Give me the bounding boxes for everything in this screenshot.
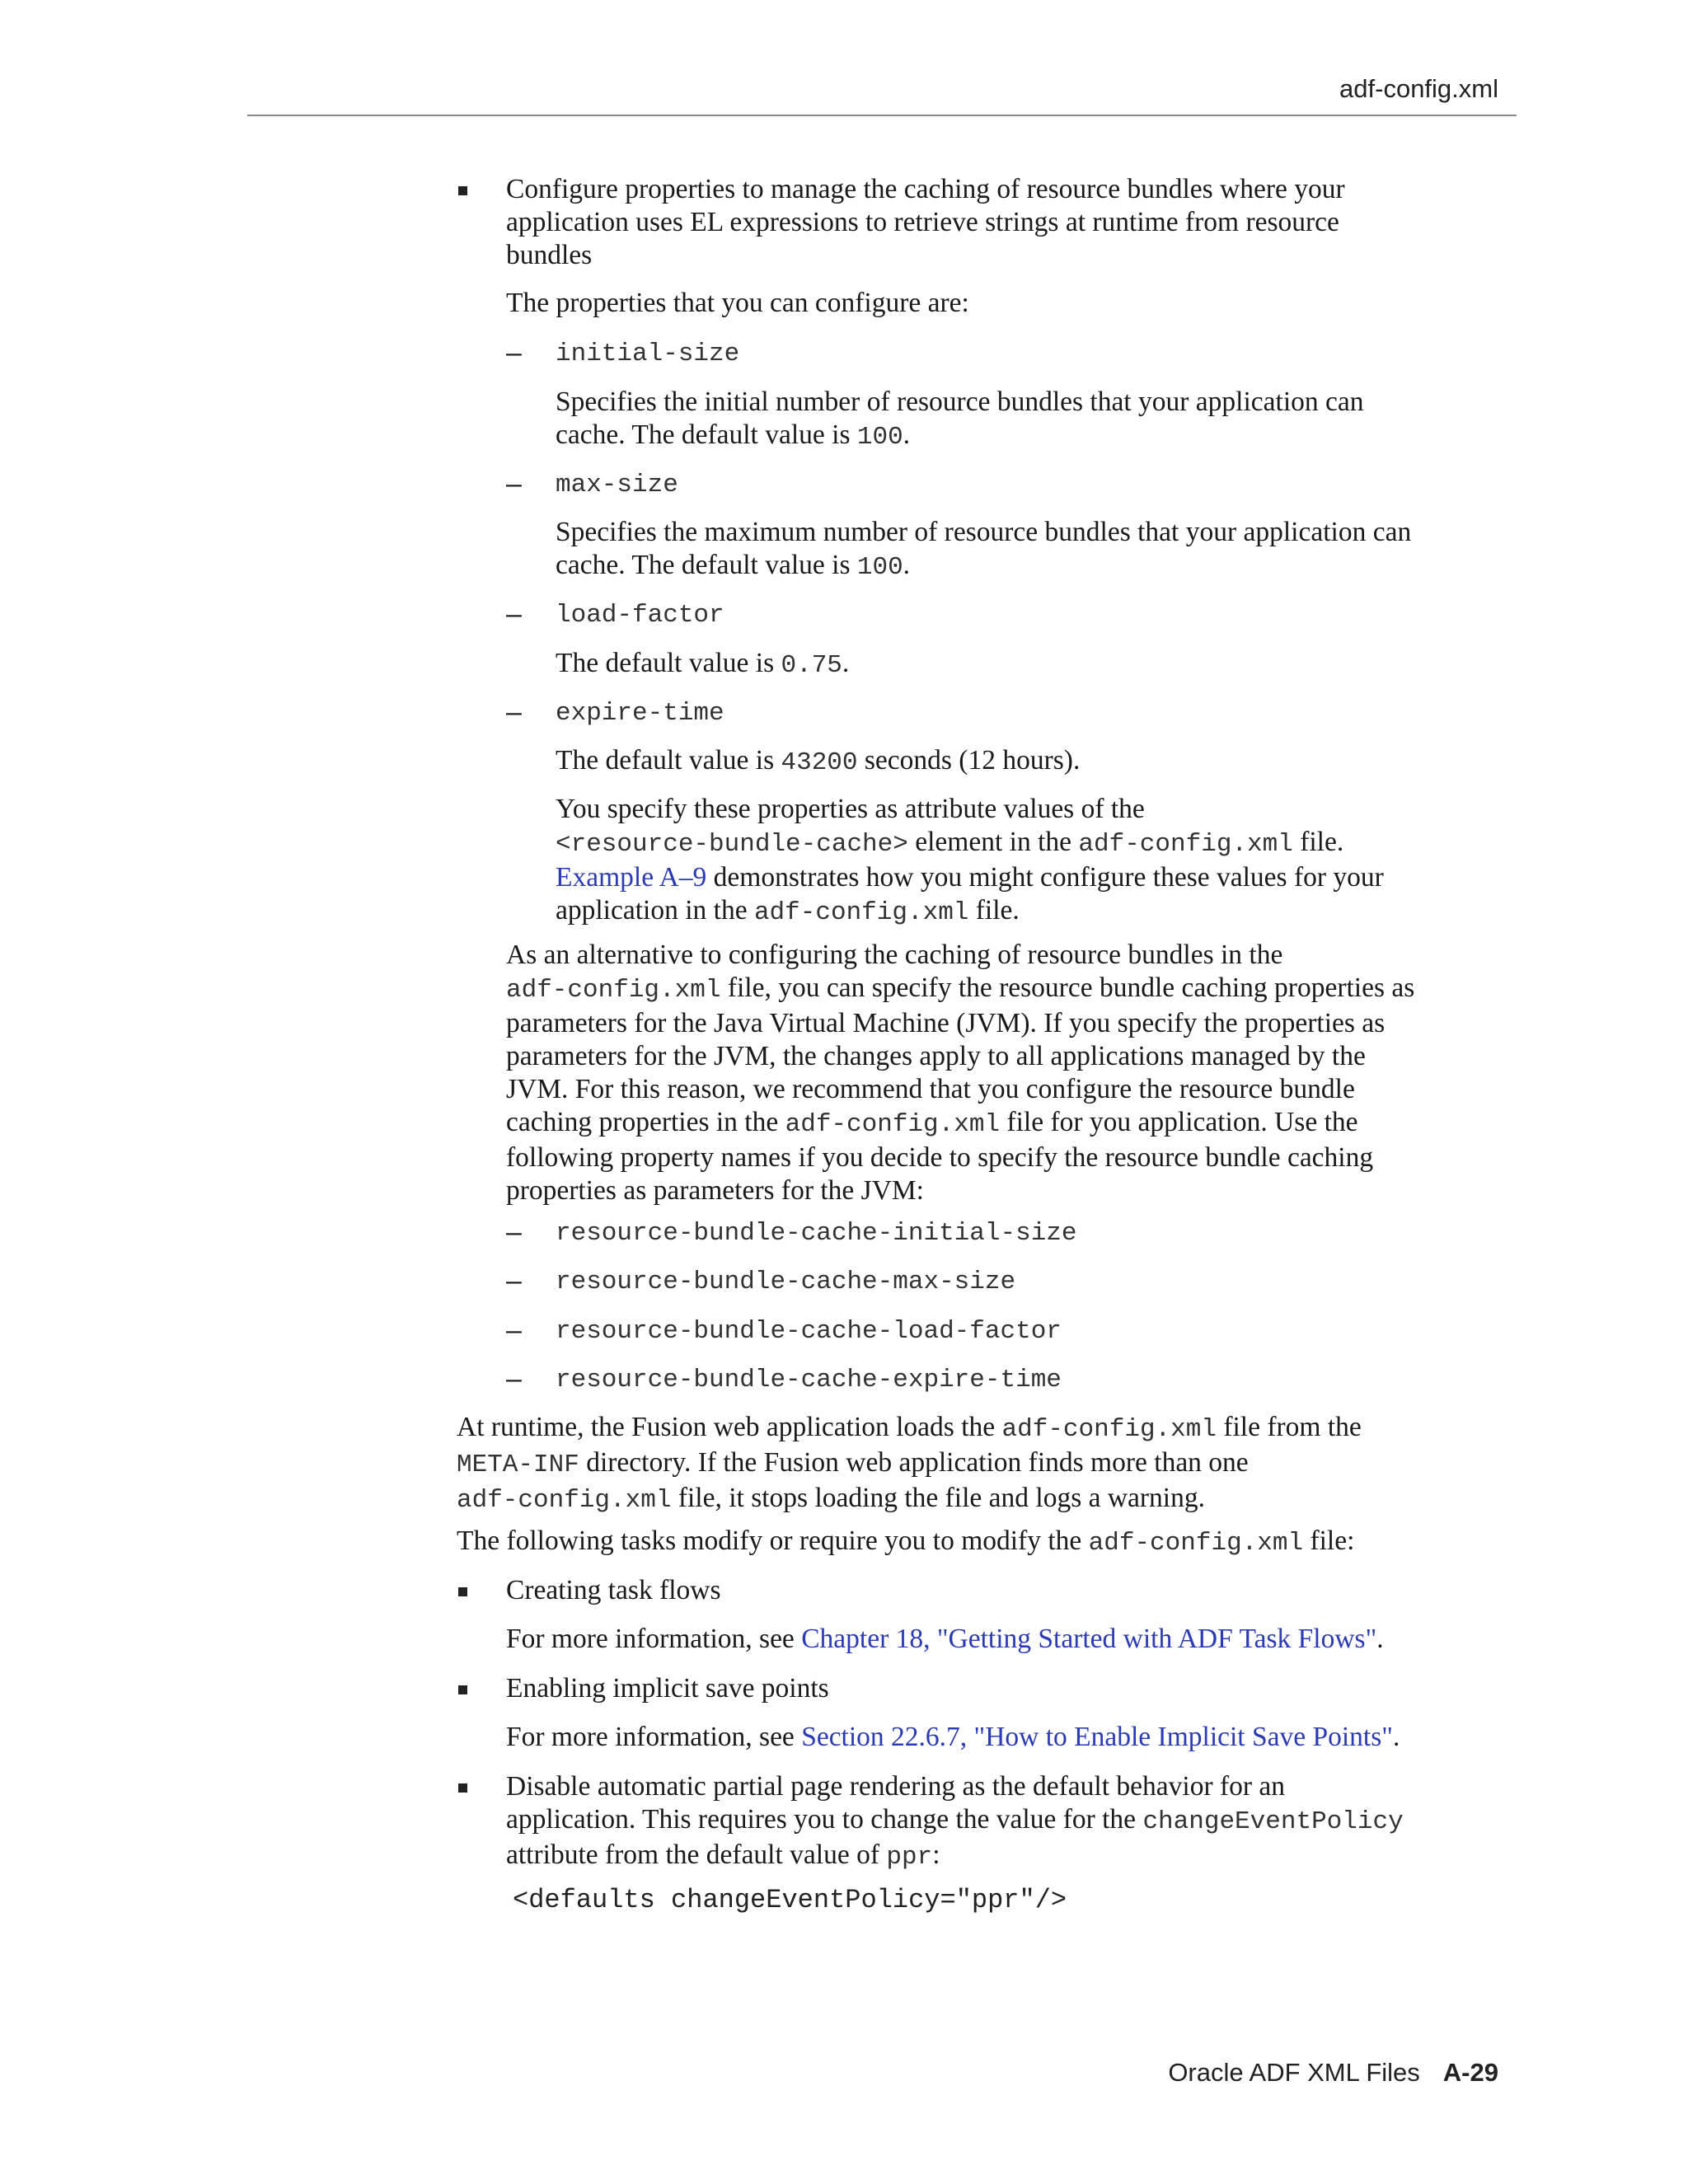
page-footer (1168, 2058, 1498, 2088)
prop-load-factor-desc: The default value is 0.75. (556, 648, 850, 680)
prop-initial-size-desc: Specifies the initial number of resource bundles that your application can cache. The default value is 100. (556, 387, 1364, 452)
task-flows-info: For more information, see Chapter 18, "Getting Started with ADF Task Flows". (506, 1624, 1384, 1654)
dash-marker: – (506, 337, 522, 368)
prop-expire-time: expire-time (556, 699, 724, 728)
dash-marker: – (506, 1315, 522, 1346)
jvm-prop-max-size: resource-bundle-cache-max-size (556, 1268, 1016, 1296)
bullet-creating-task-flows: Creating task flows (506, 1575, 721, 1605)
prop-max-size-desc: Specifies the maximum number of resource bundles that your application can cache. The default value is 100. (556, 517, 1412, 582)
bullet-marker (458, 1685, 467, 1694)
section-22-6-7-link[interactable]: Section 22.6.7, "How to Enable Implicit Save Points" (801, 1722, 1393, 1752)
bullet-configure-caching: Configure properties to manage the caching of resource bundles where your application uses EL expressions to retrieve strings at runtime from resource bundles (506, 174, 1345, 270)
footer-title: Oracle ADF XML Files (1168, 2058, 1420, 2087)
jvm-prop-load-factor: resource-bundle-cache-load-factor (556, 1317, 1062, 1346)
specify-paragraph: You specify these properties as attribute values of the <resource-bundle-cache> element in the adf-config.xml file. Example A–9 demonstrates how you might configure these values for your application in the adf-config.xml file. (556, 794, 1384, 927)
prop-expire-time-desc: The default value is 43200 seconds (12 hours). (556, 745, 1081, 777)
properties-intro: The properties that you can configure are: (506, 288, 969, 318)
chapter-18-link[interactable]: Chapter 18, "Getting Started with ADF Task Flows" (801, 1624, 1377, 1654)
page-number: A-29 (1442, 2058, 1498, 2087)
save-points-info: For more information, see Section 22.6.7, "How to Enable Implicit Save Points". (506, 1722, 1400, 1752)
dash-marker: – (506, 696, 522, 728)
running-header: adf-config.xml (1339, 74, 1498, 103)
tasks-intro: The following tasks modify or require you to modify the adf-config.xml file: (457, 1526, 1355, 1558)
alternative-paragraph: As an alternative to configuring the caching of resource bundles in the adf-config.xml file, you can specify the resource bundle caching properties as parameters for the Java Virtual Machine (JVM). If you specify the properties as parameters for the JVM, the changes apply to all applications managed by the JVM. For this reason, we recommend that you configure the resource bundle caching properties in the adf-config.xml file for you application. Use the following property names if you decide to specify the resource bundle caching properties as parameters for the JVM: (506, 940, 1415, 1206)
code-example: <defaults changeEventPolicy="ppr"/> (513, 1885, 1067, 1915)
bullet-marker (458, 1783, 467, 1793)
bullet-marker (458, 1587, 467, 1596)
prop-initial-size: initial-size (556, 340, 740, 368)
dash-marker: – (506, 468, 522, 499)
jvm-prop-initial-size: resource-bundle-cache-initial-size (556, 1219, 1077, 1248)
prop-load-factor: load-factor (556, 601, 724, 630)
runtime-paragraph: At runtime, the Fusion web application loads the adf-config.xml file from the META-INF directory. If the Fusion web application finds more than one adf-config.xml file, it stops loading the file and logs a warning. (457, 1412, 1362, 1515)
dash-marker: – (506, 1265, 522, 1296)
jvm-prop-expire-time: resource-bundle-cache-expire-time (556, 1366, 1062, 1394)
bullet-disable-ppr: Disable automatic partial page rendering as the default behavior for an application. This requires you to change the value for the changeEventPolicy attribute from the default value of ppr: (506, 1771, 1404, 1872)
bullet-marker (458, 186, 467, 195)
dash-marker: – (506, 1216, 522, 1248)
dash-marker: – (506, 1363, 522, 1394)
prop-max-size: max-size (556, 471, 678, 499)
example-a9-link[interactable]: Example A–9 (556, 862, 707, 893)
bullet-implicit-save-points: Enabling implicit save points (506, 1673, 829, 1704)
dash-marker: – (506, 598, 522, 630)
